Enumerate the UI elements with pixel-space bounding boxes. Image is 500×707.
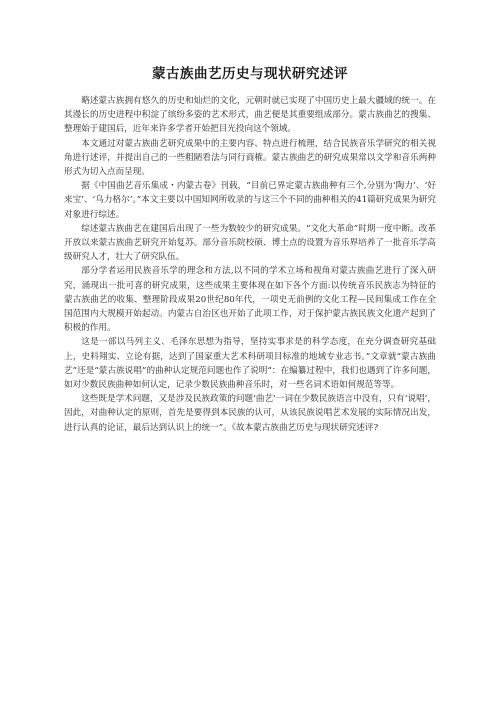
document-title: 蒙古族曲艺历史与现状研究述评 [152, 66, 348, 82]
paragraph: 综述蒙古族曲艺在建国后出现了一些为数较少的研究成果。“文化大革命”时期一度中断。改革开放以来蒙古族曲艺研究开始复苏。部分音乐院校硕、博士点的设置为音乐界培养了一批音乐学高级研究人才，壮大了研究队伍。 [64, 223, 436, 263]
paragraph: 本文通过对蒙古族曲艺研究成果中的主要内容、特点进行梳理，结合民族音乐学研究的相关视角进行述评，并提出自己的一些粗陋看法与同行商榷。蒙古族曲艺的研究成果常以文学和音乐两种形式为切入点而呈现。 [64, 138, 436, 178]
paragraph: 部分学者运用民族音乐学的理念和方法,以不同的学术立场和视角对蒙古族曲艺进行了深入研究，涌现出一批可喜的研究成果，这些成果主要体现在如下各个方面:以传统音乐民族志为特征的蒙古族曲艺的收集、整理阶段成果20世纪80年代，一项史无前例的文化工程—民间集成工作在全国范围内大规模开始起动。内蒙古自治区也开始了此项工作，对于保护蒙古族民族文化遗产起到了积极的作用。 [64, 266, 436, 334]
paragraph: 略述蒙古族拥有悠久的历史和灿烂的文化，元朝时就已实现了中国历史上最大疆域的统一。在其漫长的历史进程中积淀了缤纷多姿的艺术形式，曲艺便是其重要组成部分。蒙古族曲艺的搜集、整理始于建国后，近年来许多学者开始把目光投向这个领域。 [64, 96, 436, 135]
paragraph: 这些既是学术问题，又是涉及民族政策的问题‘曲艺’一词在少数民族语言中没有，只有‘说唱’，因此，对曲种认定的原则，首先是要得到本民族的认可，从该民族说唱艺术发展的实际情况出发，进行认真的论证，最后达到认识上的统一”。《故本蒙古族曲艺历史与现状研究述评? [64, 394, 436, 433]
paragraph: 这是一部以马列主义、毛泽东思想为指导，坚持实事求是的科学态度，在充分调查研究基础上，史料翔实、立论有据，达到了国家重大艺术科研项目标准的地域专业志书。”文章就“蒙古族曲艺”还是“蒙古族说唱”的曲种认定规范问题也作了说明“：在编纂过程中，我们也遇到了许多问题，如对少数民族曲种如何认定，记录少数民族曲种音乐时，对一些名词术语如何规范等等。 [64, 337, 436, 391]
document-body [64, 94, 436, 435]
paragraph: 据《中国曲艺音乐集成・内蒙古卷》刊载，“目前已界定蒙古族曲种有三个,分别为‘陶力’、‘好来宝’、‘乌力格尔’。”本文主要以中国知网所收录的与这三个不同的曲种相关的41篇研究成果为研究对象进行综述。 [64, 181, 436, 220]
